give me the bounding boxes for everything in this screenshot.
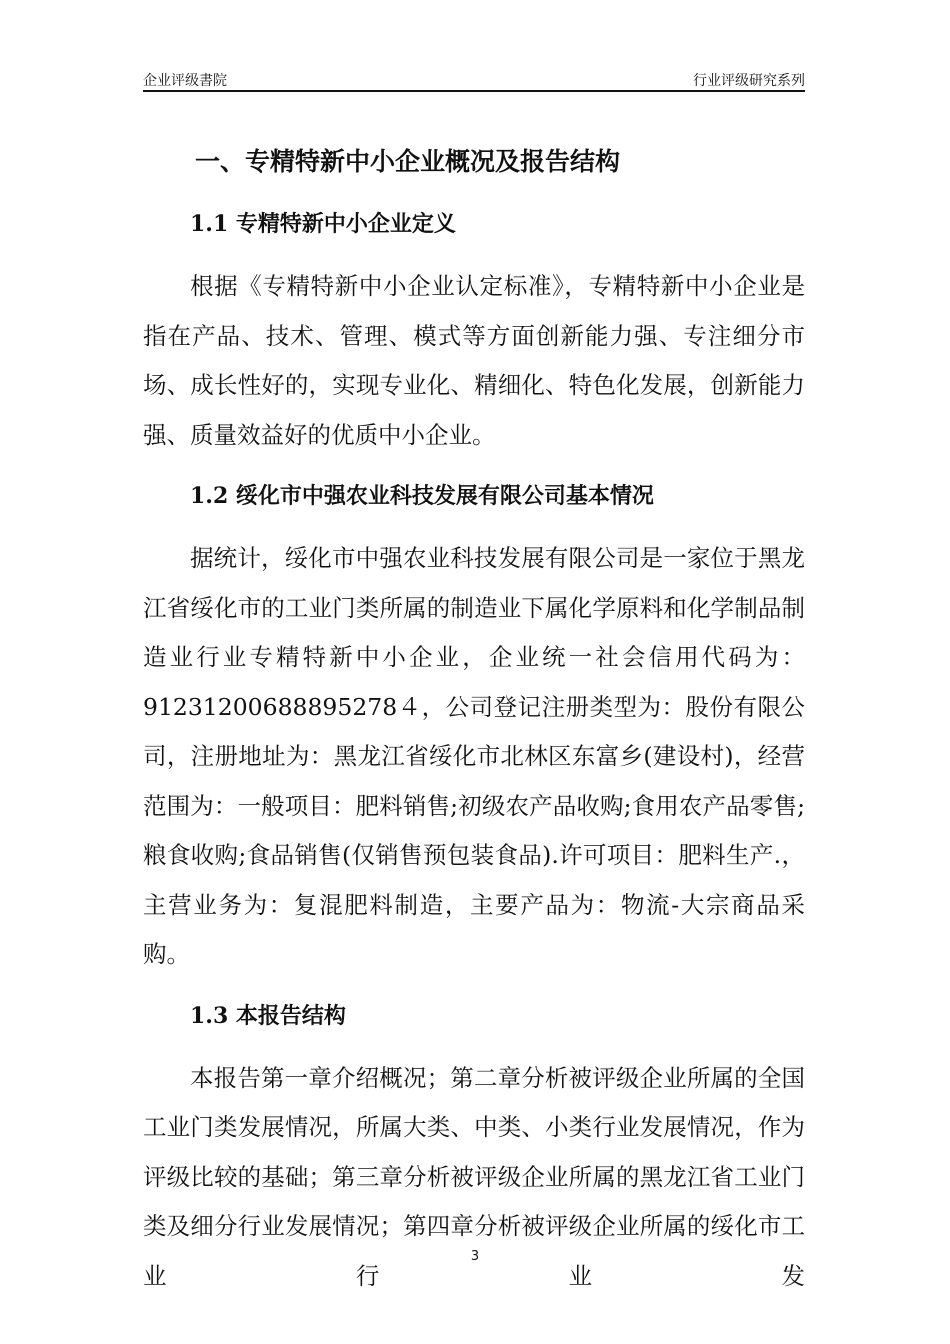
heading-1-3: 1.3 本报告结构 — [190, 1002, 346, 1029]
page-header — [143, 68, 805, 90]
header-right: 行业评级研究系列 — [693, 73, 805, 89]
header-rule — [143, 90, 805, 92]
paragraph-company-info: 据统计，绥化市中强农业科技发展有限公司是一家位于黑龙江省绥化市的工业门类所属的制造业下属化学原料和化学制品制造业行业专精特新中小企业，企业统一社会信用代码为：91231200688895278４，公司登记注册类型为：股份有限公司，注册地址为：黑龙江省绥化市北林区东富乡(建设村)，经营范围为：一般项目：肥料销售;初级农产品收购;食用农产品零售;粮食收购;食品销售(仅销售预包装食品).许可项目：肥料生产.，主营业务为：复混肥料制造，主要产品为：物流-大宗商品采购。 — [143, 544, 805, 968]
paragraph-definition: 根据《专精特新中小企业认定标准》，专精特新中小企业是指在产品、技术、管理、模式等方面创新能力强、专注细分市场、成长性好的，实现专业化、精细化、特色化发展，创新能力强、质量效益好的优质中小企业。 — [143, 272, 805, 449]
heading-1-1: 1.1 专精特新中小企业定义 — [190, 211, 456, 237]
page-body — [143, 140, 805, 1301]
page-number: 3 — [470, 1249, 480, 1264]
section-title: 一、专精特新中小企业概况及报告结构 — [195, 147, 621, 176]
heading-1-2: 1.2 绥化市中强农业科技发展有限公司基本情况 — [190, 483, 654, 509]
header-left: 企业评级書院 — [143, 73, 227, 89]
paragraph-report-structure: 本报告第一章介绍概况；第二章分析被评级企业所属的全国工业门类发展情况，所属大类、中类、小类行业发展情况，作为评级比较的基础；第三章分析被评级企业所属的黑龙江省工业门类及细分行业发展情况；第四章分析被评级企业所属的绥化市工业行业发 — [143, 1063, 805, 1290]
